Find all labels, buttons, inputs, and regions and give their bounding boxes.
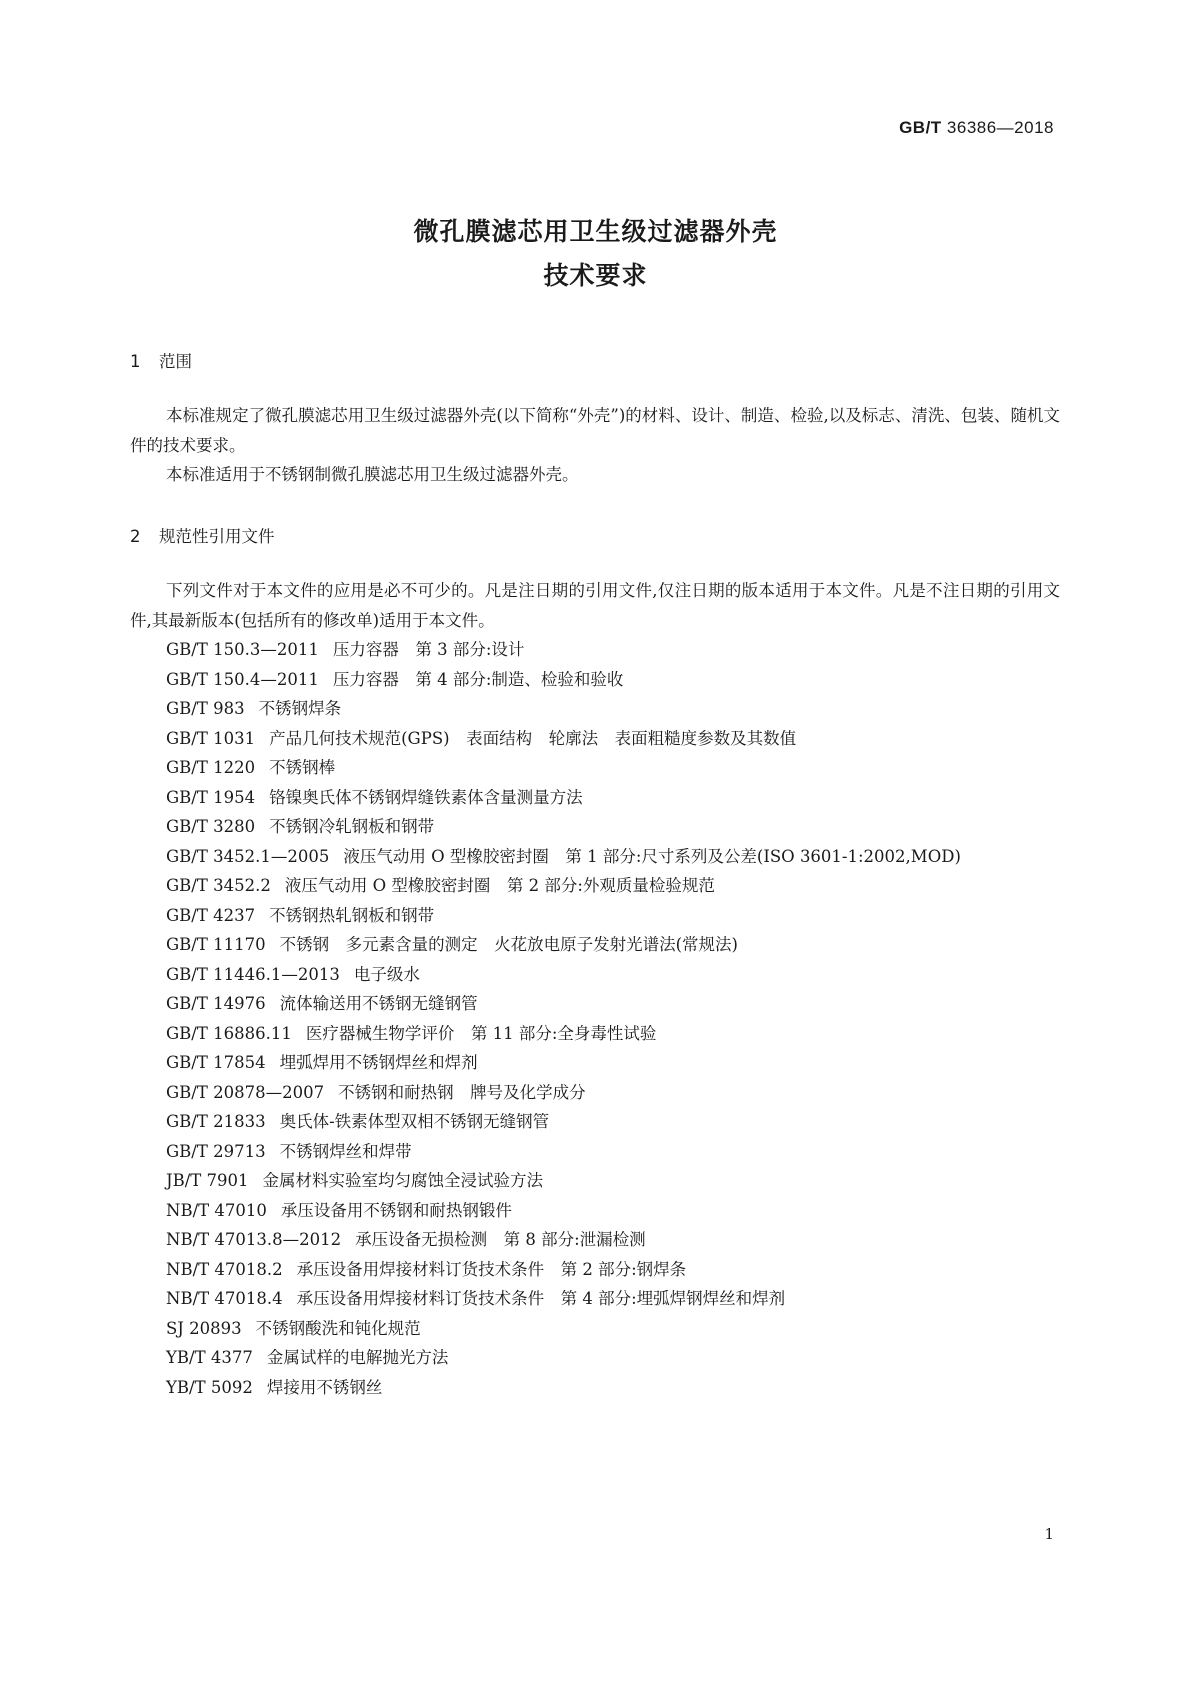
reference-title: 承压设备用焊接材料订货技术条件 第 2 部分:钢焊条 bbox=[296, 1259, 687, 1279]
reference-title: 压力容器 第 4 部分:制造、检验和验收 bbox=[332, 669, 624, 689]
reference-code: YB/T 4377 bbox=[166, 1348, 253, 1367]
reference-title: 金属材料实验室均匀腐蚀全浸试验方法 bbox=[262, 1171, 544, 1190]
reference-item bbox=[130, 753, 1060, 783]
reference-title: 奥氏体-铁素体型双相不锈钢无缝钢管 bbox=[279, 1112, 550, 1131]
reference-item bbox=[130, 1373, 1060, 1403]
reference-item bbox=[130, 1019, 1060, 1049]
reference-item bbox=[130, 694, 1060, 724]
reference-code: YB/T 5092 bbox=[166, 1377, 253, 1397]
reference-item bbox=[130, 1225, 1060, 1255]
reference-list bbox=[130, 635, 1060, 1402]
reference-title: 液压气动用 O 型橡胶密封圈 第 1 部分:尺寸系列及公差(ISO 3601-1:2002,MOD) bbox=[343, 846, 961, 866]
page-number: 1 bbox=[1044, 1525, 1054, 1543]
reference-item bbox=[130, 635, 1060, 665]
reference-code: GB/T 20878—2007 bbox=[166, 1082, 325, 1102]
section-1-title: 范围 bbox=[159, 352, 192, 371]
reference-item bbox=[130, 1343, 1060, 1373]
reference-title: 不锈钢热轧钢板和钢带 bbox=[269, 905, 435, 925]
standard-prefix: GB/T bbox=[899, 118, 942, 137]
section-2-title: 规范性引用文件 bbox=[159, 527, 275, 546]
reference-code: GB/T 1954 bbox=[166, 787, 256, 807]
reference-title: 流体输送用不锈钢无缝钢管 bbox=[279, 994, 478, 1013]
reference-code: NB/T 47010 bbox=[166, 1200, 267, 1220]
reference-title: 不锈钢焊条 bbox=[258, 699, 342, 718]
reference-code: GB/T 3280 bbox=[166, 817, 256, 836]
reference-item bbox=[130, 1284, 1060, 1314]
reference-title: 产品几何技术规范(GPS) 表面结构 轮廓法 表面粗糙度参数及其数值 bbox=[269, 728, 797, 748]
reference-item bbox=[130, 989, 1060, 1019]
reference-item bbox=[130, 1255, 1060, 1285]
reference-code: JB/T 7901 bbox=[166, 1171, 249, 1190]
reference-item bbox=[130, 1196, 1060, 1226]
section-2-number: 2 bbox=[130, 527, 141, 546]
reference-item bbox=[130, 1078, 1060, 1108]
reference-title: 医疗器械生物学评价 第 11 部分:全身毒性试验 bbox=[305, 1023, 657, 1043]
reference-code: GB/T 3452.1—2005 bbox=[166, 846, 330, 866]
reference-title: 不锈钢焊丝和焊带 bbox=[279, 1141, 412, 1161]
reference-code: GB/T 3452.2 bbox=[166, 876, 271, 895]
reference-item bbox=[130, 1048, 1060, 1078]
reference-item bbox=[130, 724, 1060, 754]
reference-code: GB/T 14976 bbox=[166, 994, 266, 1013]
reference-item bbox=[130, 665, 1060, 695]
reference-code: GB/T 17854 bbox=[166, 1053, 266, 1072]
document-title-line1: 微孔膜滤芯用卫生级过滤器外壳 bbox=[413, 217, 778, 246]
reference-title: 不锈钢冷轧钢板和钢带 bbox=[269, 817, 435, 836]
reference-item bbox=[130, 812, 1060, 842]
reference-item bbox=[130, 842, 1060, 872]
reference-code: NB/T 47018.2 bbox=[166, 1259, 283, 1279]
reference-item bbox=[130, 1314, 1060, 1344]
reference-code: GB/T 150.3—2011 bbox=[166, 640, 319, 659]
reference-title: 埋弧焊用不锈钢焊丝和焊剂 bbox=[279, 1053, 478, 1072]
reference-title: 电子级水 bbox=[353, 964, 420, 984]
references-intro: 下列文件对于本文件的应用是必不可少的。凡是注日期的引用文件,仅注日期的版本适用于本文件。凡是不注日期的引用文件,其最新版本(包括所有的修改单)适用于本文件。 bbox=[130, 581, 1060, 630]
reference-item bbox=[130, 901, 1060, 931]
section-1-heading bbox=[130, 348, 192, 372]
reference-item bbox=[130, 1166, 1060, 1196]
reference-code: GB/T 29713 bbox=[166, 1141, 266, 1161]
reference-item bbox=[130, 1107, 1060, 1137]
reference-title: 承压设备用不锈钢和耐热钢锻件 bbox=[280, 1200, 512, 1220]
reference-code: GB/T 11446.1—2013 bbox=[166, 964, 340, 984]
reference-title: 承压设备用焊接材料订货技术条件 第 4 部分:埋弧焊钢焊丝和焊剂 bbox=[296, 1289, 786, 1308]
reference-code: SJ 20893 bbox=[166, 1318, 242, 1338]
document-title-line2: 技术要求 bbox=[543, 261, 648, 290]
standard-number: 36386—2018 bbox=[946, 118, 1054, 137]
reference-title: 承压设备无损检测 第 8 部分:泄漏检测 bbox=[355, 1230, 646, 1249]
reference-title: 铬镍奥氏体不锈钢焊缝铁素体含量测量方法 bbox=[269, 787, 583, 807]
reference-code: GB/T 150.4—2011 bbox=[166, 669, 319, 689]
reference-title: 不锈钢 多元素含量的测定 火花放电原子发射光谱法(常规法) bbox=[279, 935, 738, 954]
reference-code: GB/T 1220 bbox=[166, 758, 256, 777]
section-2-heading bbox=[130, 523, 275, 547]
reference-code: GB/T 4237 bbox=[166, 905, 256, 925]
reference-title: 不锈钢和耐热钢 牌号及化学成分 bbox=[338, 1082, 586, 1102]
reference-code: GB/T 11170 bbox=[166, 935, 266, 954]
section-1-number: 1 bbox=[130, 352, 141, 371]
reference-code: GB/T 21833 bbox=[166, 1112, 266, 1131]
standard-code bbox=[899, 118, 1054, 138]
reference-code: NB/T 47018.4 bbox=[166, 1289, 283, 1308]
reference-code: GB/T 16886.11 bbox=[166, 1023, 292, 1043]
reference-item bbox=[130, 871, 1060, 901]
reference-item bbox=[130, 783, 1060, 813]
reference-code: GB/T 983 bbox=[166, 699, 245, 718]
reference-title: 不锈钢棒 bbox=[269, 758, 336, 777]
reference-code: NB/T 47013.8—2012 bbox=[166, 1230, 342, 1249]
reference-title: 焊接用不锈钢丝 bbox=[266, 1377, 383, 1397]
reference-item bbox=[130, 930, 1060, 960]
reference-title: 金属试样的电解抛光方法 bbox=[266, 1348, 449, 1367]
reference-code: GB/T 1031 bbox=[166, 728, 256, 748]
reference-title: 不锈钢酸洗和钝化规范 bbox=[255, 1318, 421, 1338]
scope-paragraph-1: 本标准规定了微孔膜滤芯用卫生级过滤器外壳(以下简称“外壳”)的材料、设计、制造、检验,以及标志、清洗、包装、随机文件的技术要求。 bbox=[130, 406, 1060, 455]
scope-paragraph-2: 本标准适用于不锈钢制微孔膜滤芯用卫生级过滤器外壳。 bbox=[166, 465, 579, 484]
reference-item bbox=[130, 960, 1060, 990]
reference-item bbox=[130, 1137, 1060, 1167]
reference-title: 液压气动用 O 型橡胶密封圈 第 2 部分:外观质量检验规范 bbox=[284, 876, 715, 895]
reference-title: 压力容器 第 3 部分:设计 bbox=[332, 640, 525, 659]
